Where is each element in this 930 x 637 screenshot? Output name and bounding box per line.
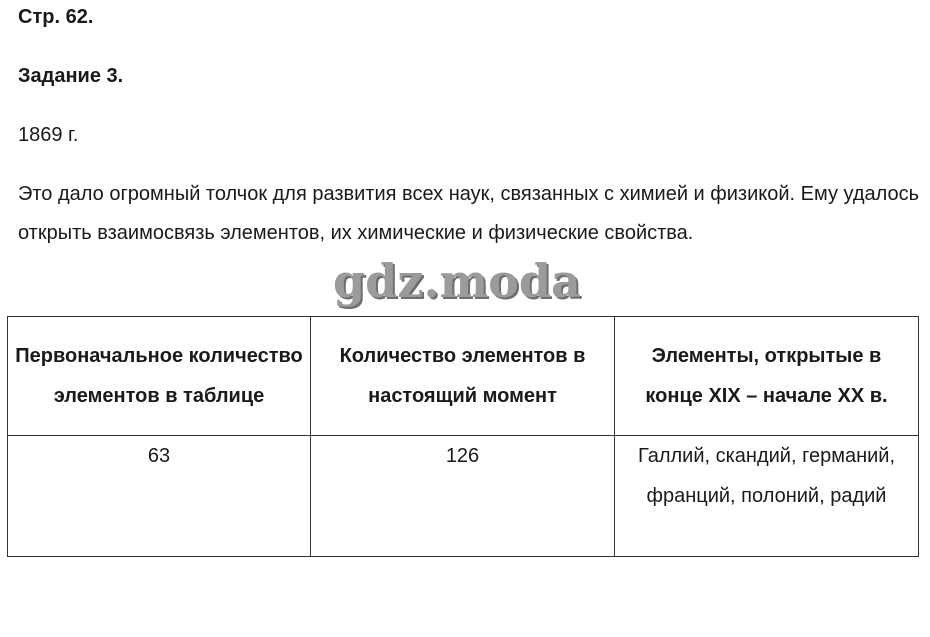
watermark-logo: gdz.moda — [333, 254, 581, 308]
table-header-row — [8, 317, 919, 436]
page-number: Стр. 62. — [18, 6, 94, 28]
table-cell: 126 — [311, 436, 615, 557]
table-row — [8, 436, 919, 557]
answer-paragraph: Это дало огромный толчок для развития всех наук, связанных с химией и физикой. Ему удалось открыть взаимосвязь элементов, их химические и физические свойства. — [18, 183, 920, 244]
table-header-cell: Количество элементов в настоящий момент — [311, 317, 615, 436]
table-header-cell: Первоначальное количество элементов в таблице — [8, 317, 311, 436]
task-title: Задание 3. — [18, 65, 124, 87]
table-cell: Галлий, скандий, германий, франций, полоний, радий — [615, 436, 919, 557]
table-header-cell: Элементы, открытые в конце XIX – начале XX в. — [615, 317, 919, 436]
answer-year: 1869 г. — [18, 124, 79, 146]
elements-table — [7, 316, 919, 557]
table-cell: 63 — [8, 436, 311, 557]
